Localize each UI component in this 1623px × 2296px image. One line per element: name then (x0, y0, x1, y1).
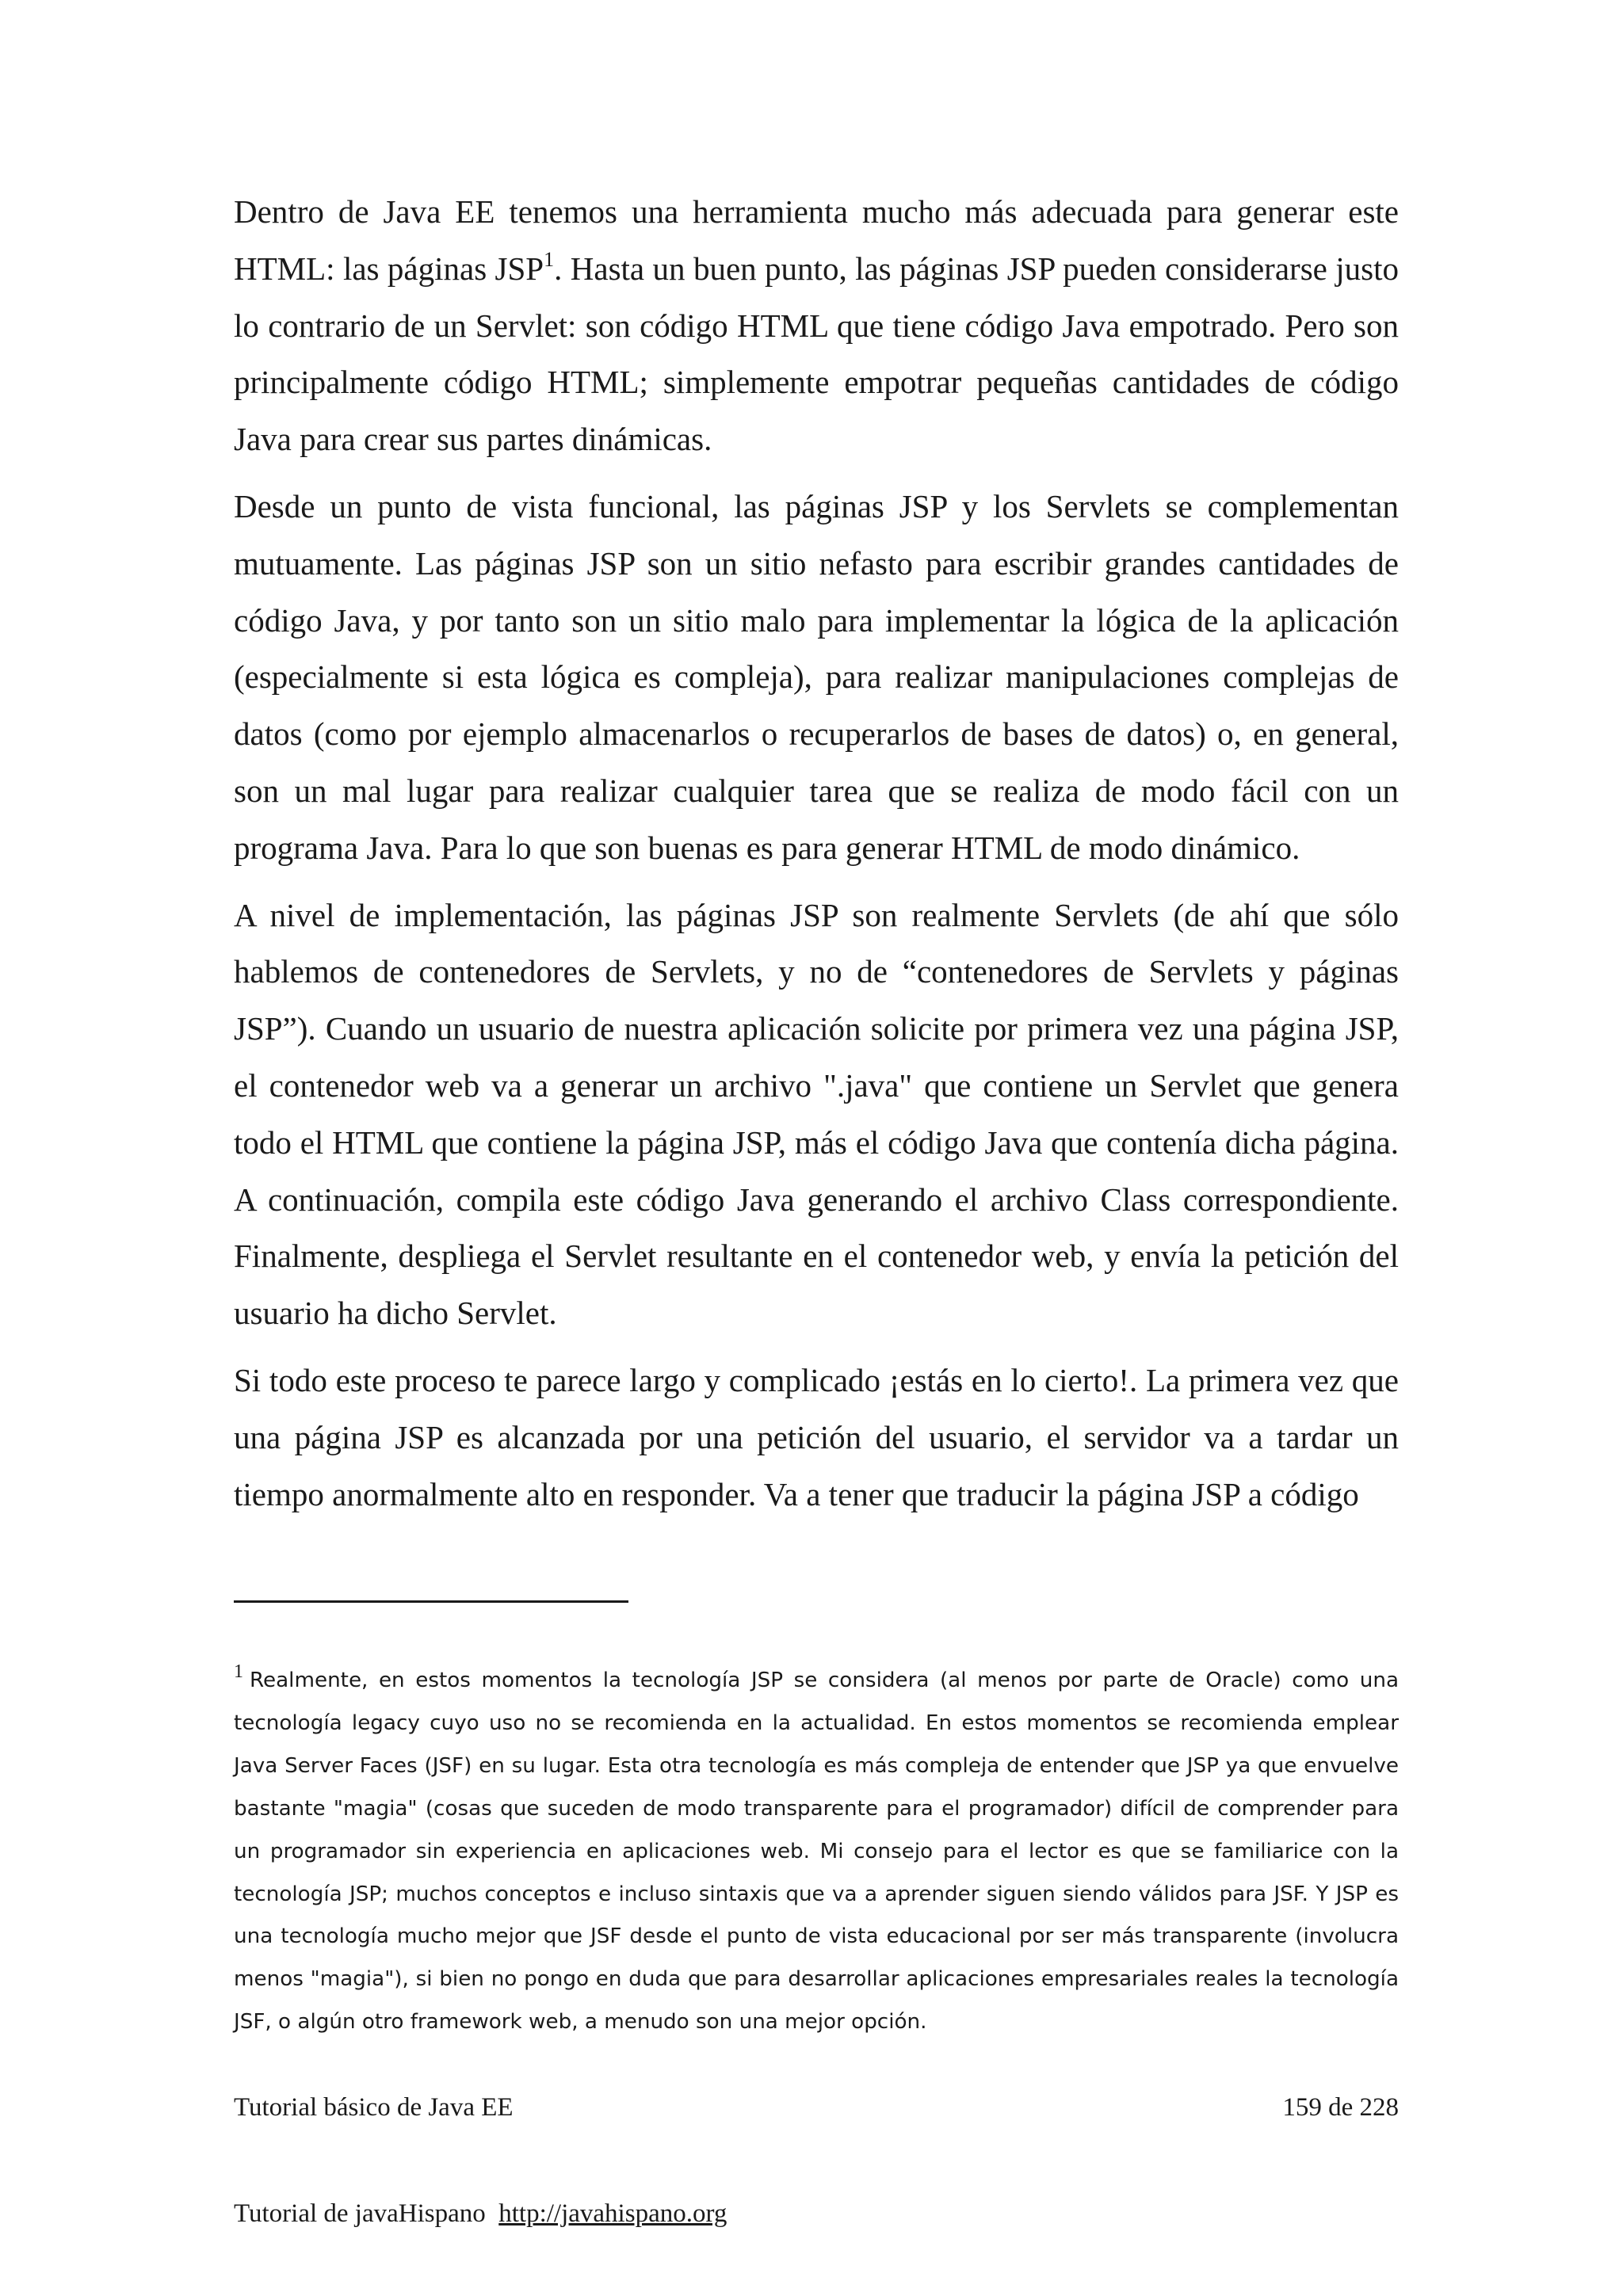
page-number: 159 de 228 (1282, 2093, 1399, 2122)
footnote-reference[interactable]: 1 (544, 247, 555, 271)
footer-credit-line (234, 2198, 1399, 2229)
footnote-marker: 1 (234, 1661, 243, 1682)
footnote (234, 1660, 1399, 2044)
paragraph-2: Desde un punto de vista funcional, las páginas JSP y los Servlets se complementan mutuamente. Las páginas JSP son un sitio nefasto para escribir grandes cantidades de código Java, y por tanto son un sitio malo para implementar la lógica de la aplicación (especialmente si esta lógica es compleja), para realizar manipulaciones complejas de datos (como por ejemplo almacenarlos o recuperarlos de bases de datos) o, en general, son un mal lugar para realizar cualquier tarea que se realiza de modo fácil con un programa Java. Para lo que son buenas es para generar HTML de modo dinámico. (234, 487, 1399, 866)
footer-title: Tutorial básico de Java EE (234, 2093, 514, 2122)
page-footer (234, 2092, 1399, 2123)
paragraph-1-text-b: . Hasta un buen punto, las páginas JSP pueden considerarse justo lo contrario de un Servlet: son código HTML que tiene código Java empotrado. Pero son principalmente código HTML; simplemente empotrar pequeñas cantidades de código Java para crear sus partes dinámicas. (234, 250, 1399, 458)
footnote-separator (234, 1600, 628, 1603)
paragraph-4: Si todo este proceso te parece largo y complicado ¡estás en lo cierto!. La primera vez que una página JSP es alcanzada por una petición del usuario, el servidor va a tardar un tiempo anormalmente alto en responder. Va a tener que traducir la página JSP a código (234, 1361, 1399, 1512)
paragraph-3: A nivel de implementación, las páginas JSP son realmente Servlets (de ahí que sólo hablemos de contenedores de Servlets, y no de “contenedores de Servlets y páginas JSP”). Cuando un usuario de nuestra aplicación solicite por primera vez una página JSP, el contenedor web va a generar un archivo ".java" que contiene un Servlet que genera todo el HTML que contiene la página JSP, más el código Java que contenía dicha página. A continuación, compila este código Java generando el archivo Class correspondiente. Finalmente, despliega el Servlet resultante en el contenedor web, y envía la petición del usuario ha dicho Servlet. (234, 896, 1399, 1332)
paragraph-1 (234, 184, 1399, 468)
footnote-text: Realmente, en estos momentos la tecnología JSP se considera (al menos por parte de Oracle) como una tecnología legacy cuyo uso no se recomienda en la actualidad. En estos momentos se recomienda emplear Java Server Faces (JSF) en su lugar. Esta otra tecnología es más compleja de entender que JSP ya que envuelve bastante "magia" (cosas que suceden de modo transparente para el programador) difícil de comprender para un programador sin experiencia en aplicaciones web. Mi consejo para el lector es que se familiarice con la tecnología JSP; muchos conceptos e incluso sintaxis que va a aprender siguen siendo válidos para JSF. Y JSP es una tecnología mucho mejor que JSF desde el punto de vista educacional por ser más transparente (involucra menos "magia"), si bien no pongo en duda que para desarrollar aplicaciones empresariales reales la tecnología JSF, o algún otro framework web, a menudo son una mejor opción. (234, 1669, 1399, 2035)
paragraph-1-text-a: Dentro de Java EE tenemos una herramienta mucho más adecuada para generar este HTML: las páginas JSP (234, 193, 1399, 287)
body-text (234, 184, 1399, 1533)
footer-credit: Tutorial de javaHispano (234, 2199, 486, 2228)
footer-link[interactable]: http://javahispano.org (498, 2199, 727, 2228)
document-page (234, 0, 1399, 2296)
